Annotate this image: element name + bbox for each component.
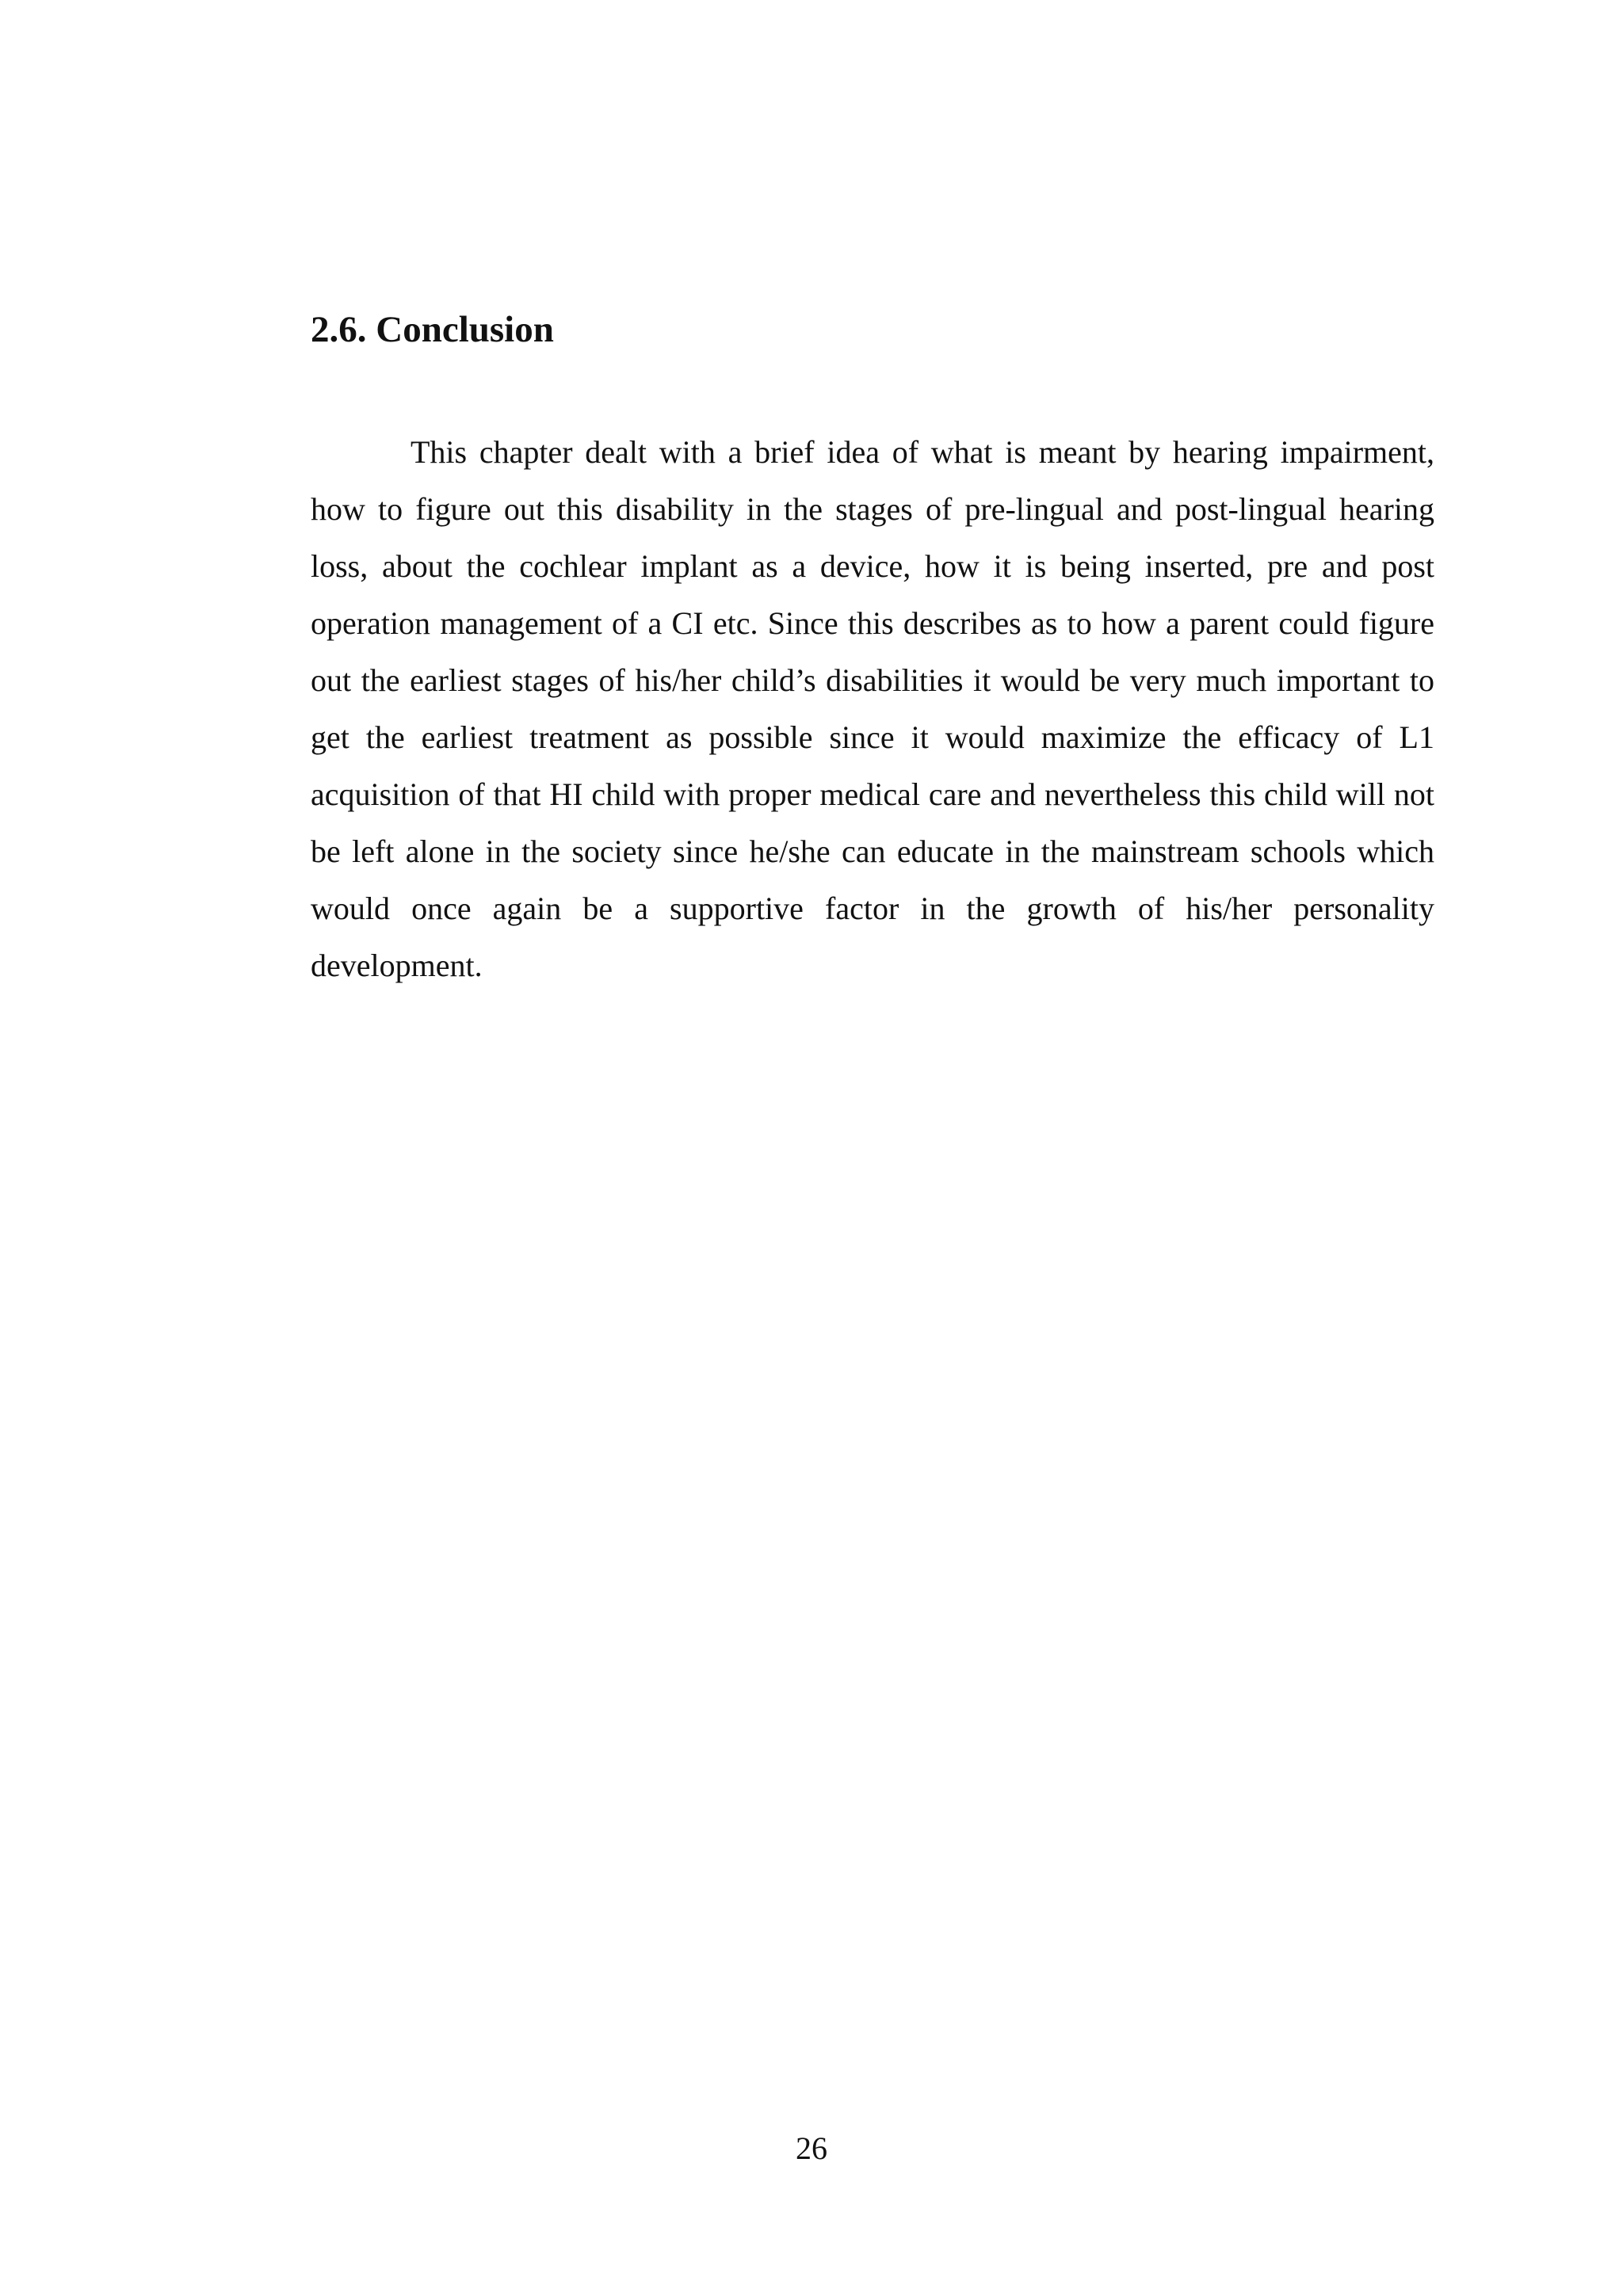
section-heading: 2.6. Conclusion xyxy=(311,309,554,350)
conclusion-paragraph: This chapter dealt with a brief idea of what is meant by hearing impairment, how to figure out this disability in the stages of pre-lingual and post-lingual hearing loss, about the cochlear implant as a device, how it is being inserted, pre and post operation management of a CI etc. Since this describes as to how a parent could figure out the earliest stages of his/her child’s disabilities it would be very much important to get the earliest treatment as possible since it would maximize the efficacy of L1 acquisition of that HI child with proper medical care and nevertheless this child will not be left alone in the society since he/she can educate in the mainstream schools which would once again be a supportive factor in the growth of his/her personality development. xyxy=(311,434,1434,983)
page-number: 26 xyxy=(796,2130,827,2166)
